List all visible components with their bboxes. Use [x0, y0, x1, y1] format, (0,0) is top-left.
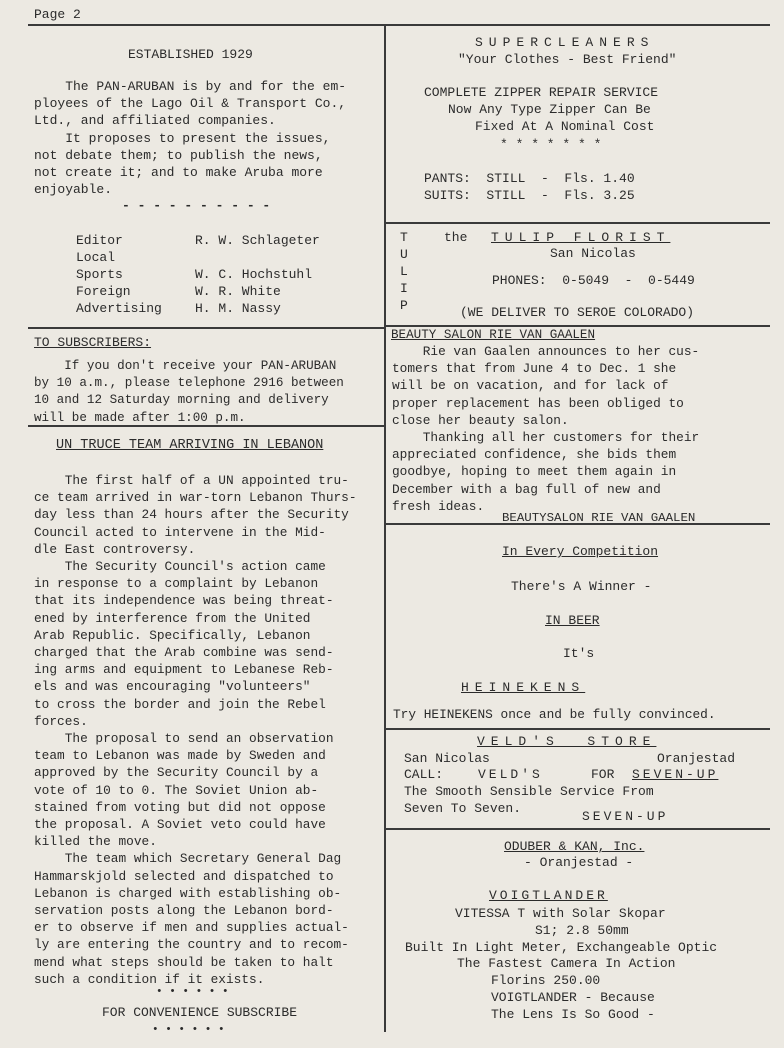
article-line: that its independence was being threat- [34, 593, 334, 609]
article-dots: • • • • • • [156, 986, 229, 998]
oduber-line: VITESSA T with Solar Skopar [455, 906, 666, 921]
zipper-line: Now Any Type Zipper Can Be [448, 102, 651, 117]
article-line: The Security Council's action came [34, 559, 326, 575]
beauty-heading: BEAUTY SALON RIE VAN GAALEN [391, 328, 596, 342]
heineken-line2: There's A Winner - [511, 579, 652, 594]
article-line: forces. [34, 713, 88, 729]
oduber-line: Built In Light Meter, Exchangeable Optic [405, 940, 718, 955]
beauty-line: tomers that from June 4 to Dec. 1 she [392, 361, 677, 377]
beauty-line: proper replacement has been obliged to [392, 395, 684, 411]
article-line: the proposal. A Soviet veto could have [34, 817, 326, 833]
subscribers-heading: TO SUBSCRIBERS: [34, 335, 152, 350]
oduber-line: S1; 2.8 50mm [535, 923, 629, 938]
article-line: in response to a complaint by Lebanon [34, 576, 319, 592]
page-label: Page 2 [34, 7, 81, 22]
article-line: Arab Republic. Specifically, Lebanon [34, 627, 311, 643]
article-line: Council acted to intervene in the Mid- [34, 524, 326, 540]
tulip-letter: P [400, 298, 408, 313]
article-line: The first half of a UN appointed tru- [34, 473, 349, 488]
heineken-line4: It's [563, 646, 595, 661]
subscribers-line: 10 and 12 Saturday morning and delivery [34, 393, 329, 408]
tulip-deliver: (WE DELIVER TO SEROE COLORADO) [460, 305, 695, 320]
staff-role: Foreign [76, 284, 131, 299]
article-line: The proposal to send an observation [34, 731, 334, 747]
zipper-line: Fixed At A Nominal Cost [475, 119, 655, 134]
article-line: ce team arrived in war-torn Lebanon Thurs- [34, 490, 357, 506]
article-line: vote of 10 to 0. The Soviet Union ab- [34, 782, 319, 798]
staff-name: W. R. White [195, 284, 281, 299]
subscribers-line: If you don't receive your PAN-ARUBAN [34, 359, 337, 373]
article-line: approved by the Security Council by a [34, 765, 319, 781]
beauty-line: will be on vacation, and for lack of [392, 378, 669, 394]
intro-line: not create it; and to make Aruba more [34, 165, 323, 181]
beauty-line: appreciated confidence, she bids them [392, 447, 677, 463]
supercleaners-name: SUPERCLEANERS [475, 35, 655, 50]
price-line: PANTS: STILL - Fls. 1.40 [424, 171, 635, 186]
article-line: team to Lebanon was made by Sweden and [34, 748, 326, 764]
beauty-line: goodbye, hoping to meet them again in [392, 464, 677, 480]
beauty-line: Thanking all her customers for their [392, 430, 700, 446]
article-dots-bottom: • • • • • • [152, 1024, 225, 1036]
veld-loc-right: Oranjestad [657, 751, 736, 766]
veld-call-product: SEVEN-UP [632, 767, 719, 782]
masthead-divider: - - - - - - - - - - [122, 198, 271, 213]
tulip-letter: U [400, 247, 408, 262]
article-headline: UN TRUCE TEAM ARRIVING IN LEBANON [56, 438, 324, 453]
article-line: such a condition if it exists. [34, 971, 265, 987]
established-line: ESTABLISHED 1929 [128, 47, 253, 62]
staff-role: Advertising [76, 301, 162, 316]
article-footer: FOR CONVENIENCE SUBSCRIBE [102, 1005, 298, 1020]
tulip-the: the [444, 230, 468, 245]
article-line: day less than 24 hours after the Security [34, 507, 349, 523]
oduber-loc: - Oranjestad - [524, 855, 634, 870]
article-line: The team which Secretary General Dag [34, 851, 342, 867]
masthead-rule [28, 327, 384, 329]
veld-sevenup: SEVEN-UP [582, 809, 669, 824]
beauty-line: Rie van Gaalen announces to her cus- [392, 344, 700, 359]
staff-name: R. W. Schlageter [195, 233, 320, 248]
article-line: ly are entering the country and to recom- [34, 937, 349, 953]
intro-line: The PAN-ARUBAN is by and for the em- [34, 79, 347, 94]
veld-rule [385, 828, 770, 830]
tulip-letter: I [400, 281, 408, 296]
heineken-rule [385, 728, 770, 730]
article-line: els and was encouraging "volunteers" [34, 679, 311, 695]
article-line: ened by interference from the United [34, 610, 311, 626]
heineken-tagline: Try HEINEKENS once and be fully convinced. [393, 707, 716, 722]
heineken-brand: HEINEKENS [461, 680, 586, 695]
price-line: SUITS: STILL - Fls. 3.25 [424, 188, 635, 203]
staff-role: Editor [76, 233, 123, 248]
article-body [34, 472, 357, 988]
tulip-location: San Nicolas [550, 246, 636, 261]
article-line: dle East controversy. [34, 541, 196, 557]
zipper-stars: * * * * * * * [500, 137, 602, 152]
article-line: Hammarskjold selected and dispatched to [34, 868, 334, 884]
staff-name: W. C. Hochstuhl [195, 267, 313, 282]
staff-role: Local [76, 250, 116, 265]
staff-role: Sports [76, 267, 123, 282]
oduber-name: ODUBER & KAN, Inc. [504, 839, 645, 854]
intro-line: enjoyable. [34, 182, 113, 198]
beauty-body [392, 343, 699, 515]
beauty-line: close her beauty salon. [392, 412, 569, 428]
oduber-line: Florins 250.00 [491, 973, 601, 988]
intro-line: not debate them; to publish the news, [34, 147, 323, 163]
veld-call-name: VELD'S [478, 767, 543, 782]
heineken-line1: In Every Competition [502, 544, 659, 559]
article-line: mend what steps should be taken to halt [34, 954, 334, 970]
veld-call-label: CALL: [404, 767, 444, 782]
zipper-line: COMPLETE ZIPPER REPAIR SERVICE [424, 85, 659, 100]
article-line: killed the move. [34, 834, 157, 850]
intro-line: It proposes to present the issues, [34, 130, 331, 146]
veld-service: The Smooth Sensible Service From [404, 784, 654, 799]
veld-service: Seven To Seven. [404, 801, 522, 816]
heineken-line3: IN BEER [545, 613, 600, 628]
oduber-line: The Lens Is So Good - [491, 1007, 655, 1022]
column-divider [384, 24, 386, 1032]
article-line: servation posts along the Lebanon bord- [34, 903, 334, 919]
oduber-line: VOIGTLANDER - Because [491, 990, 655, 1005]
staff-name: H. M. Nassy [195, 301, 281, 316]
article-line: Lebanon is charged with establishing ob- [34, 885, 342, 901]
veld-loc-left: San Nicolas [404, 751, 490, 766]
intro-line: Ltd., and affiliated companies. [34, 113, 276, 129]
article-line: ing arms and equipment to Lebanese Reb- [34, 662, 334, 678]
beauty-line: fresh ideas. [392, 498, 485, 514]
subscribers-line: will be made after 1:00 p.m. [34, 410, 246, 425]
veld-name: VELD'S STORE [477, 734, 657, 749]
tulip-letter: T [400, 230, 408, 245]
article-line: charged that the Arab combine was send- [34, 645, 334, 661]
article-line: stained from voting but did not oppose [34, 799, 326, 815]
subscribers-line: by 10 a.m., please telephone 2916 between [34, 376, 344, 391]
supercleaners-slogan: "Your Clothes - Best Friend" [458, 52, 677, 67]
supercleaners-rule [385, 222, 770, 224]
tulip-letter: L [400, 264, 408, 279]
article-line: er to observe if men and supplies actual- [34, 920, 349, 936]
article-line: to cross the border and join the Rebel [34, 696, 326, 712]
tulip-name: TULIP FLORIST [491, 230, 671, 245]
intro-line: ployees of the Lago Oil & Transport Co., [34, 96, 347, 112]
veld-call-for: FOR [591, 767, 615, 782]
subscribers-body [34, 358, 344, 427]
oduber-line: The Fastest Camera In Action [457, 956, 676, 971]
top-rule [28, 24, 770, 26]
beauty-signature: BEAUTYSALON RIE VAN GAALEN [502, 511, 696, 525]
voigtlander-brand: VOIGTLANDER [489, 888, 608, 903]
beauty-line: December with a bag full of new and [392, 481, 661, 497]
tulip-phones: PHONES: 0-5049 - 0-5449 [492, 273, 695, 288]
masthead-intro [34, 78, 346, 198]
